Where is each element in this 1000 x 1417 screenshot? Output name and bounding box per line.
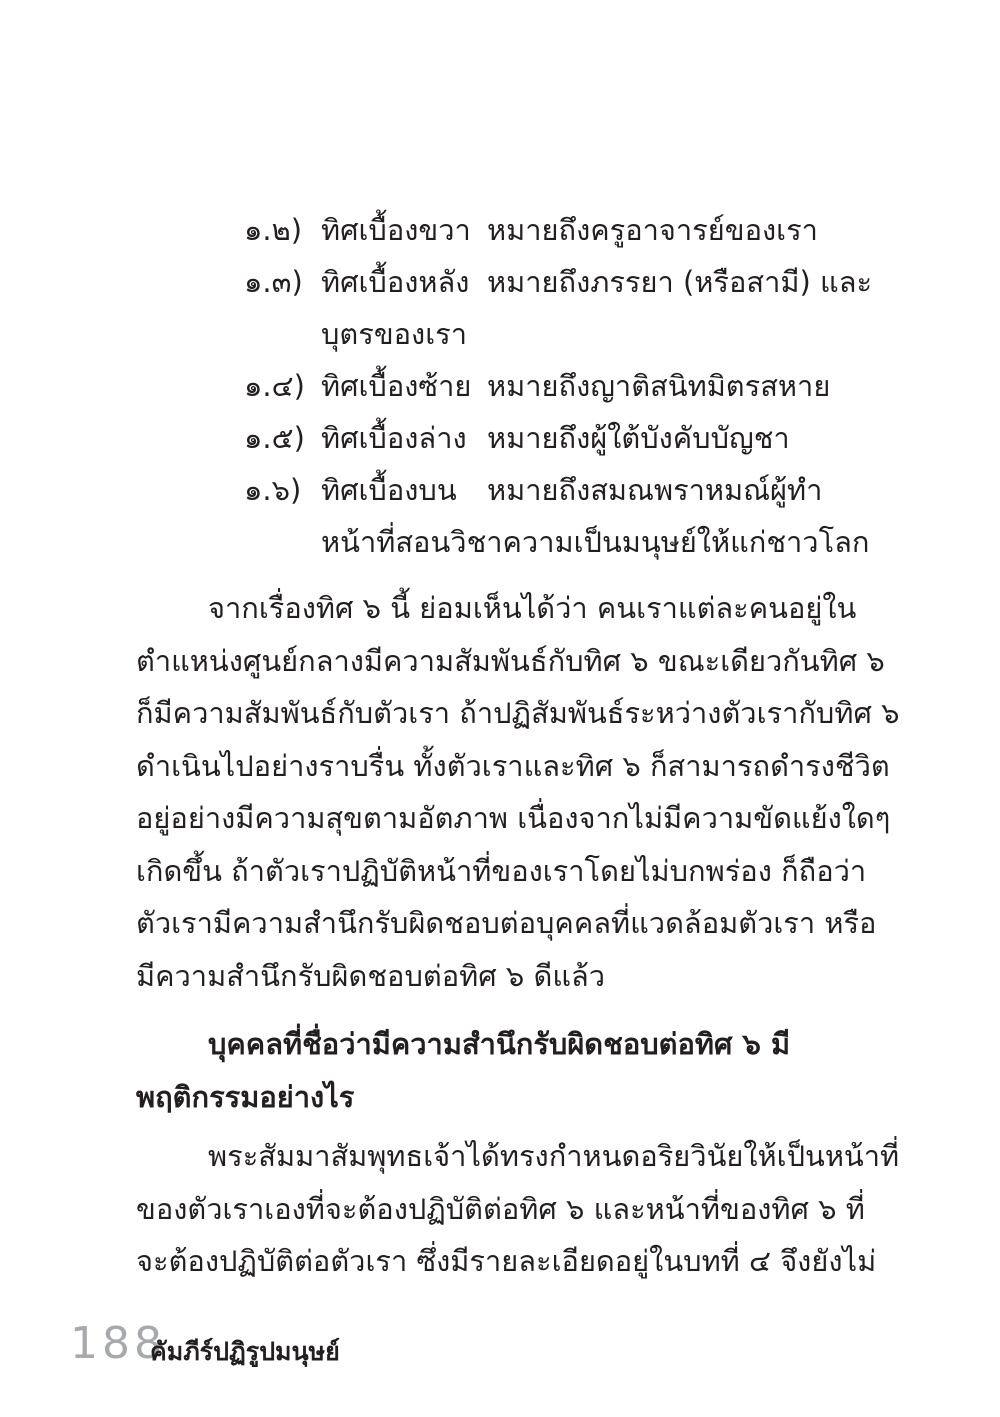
paragraph-line: มีความสำนึกรับผิดชอบต่อทิศ ๖ ดีแล้ว [136,958,606,993]
heading-line: พฤติกรรมอย่างไร [136,1079,355,1114]
paragraph-line: จะต้องปฏิบัติต่อตัวเรา ซึ่งมีรายละเอียดอยู่ในบทที่ ๔ จึงยังไม่ [136,1244,877,1278]
list-item-number: ๑.๒) [244,213,303,247]
list-item-number: ๑.๕) [244,421,305,455]
paragraph-line: เกิดขึ้น ถ้าตัวเราปฏิบัติหน้าที่ของเราโดยไม่บกพร่อง ก็ถือว่า [136,853,867,888]
list-item-definition: หมายถึงญาติสนิทมิตรสหาย [487,369,831,403]
book-title: คัมภีร์ปฏิรูปมนุษย์ [150,1337,340,1366]
list-item-term: ทิศเบื้องหลัง [321,265,470,299]
list-item-definition: หมายถึงครูอาจารย์ของเรา [487,213,818,247]
paragraph-line: จากเรื่องทิศ ๖ นี้ ย่อมเห็นได้ว่า คนเราแต่ละคนอยู่ใน [208,591,857,625]
paragraph-line: พระสัมมาสัมพุทธเจ้าได้ทรงกำหนดอริยวินัยให้เป็นหน้าที่ [208,1139,900,1173]
heading-line: บุคคลที่ชื่อว่ามีความสำนึกรับผิดชอบต่อทิศ ๖ มี [208,1027,791,1061]
direction-list [244,204,873,568]
paragraph-line: ตำแหน่งศูนย์กลางมีความสัมพันธ์กับทิศ ๖ ขณะเดียวกันทิศ ๖ [136,643,885,678]
section-heading [136,1018,836,1123]
list-item-term: ทิศเบื้องบน [321,473,457,507]
list-item-continuation: หน้าที่สอนวิชาความเป็นมนุษย์ให้แก่ชาวโลก [321,525,870,559]
page-number: 188 [70,1318,166,1369]
list-item-term: ทิศเบื้องขวา [321,213,471,247]
list-item-term: ทิศเบื้องล่าง [321,421,467,455]
paragraph-line: ตัวเรามีความสำนึกรับผิดชอบต่อบุคคลที่แวดล้อมตัวเรา หรือ [136,906,877,940]
list-item-number: ๑.๔) [244,369,305,403]
list-item [244,464,844,516]
list-item [244,360,844,412]
paragraph-line: ก็มีความสัมพันธ์กับตัวเรา ถ้าปฏิสัมพันธ์ระหว่างตัวเรากับทิศ ๖ [136,696,900,730]
list-item-number: ๑.๖) [244,473,302,507]
paragraph-line: ดำเนินไปอย่างราบรื่น ทั้งตัวเราและทิศ ๖ ก็สามารถดำรงชีวิต [136,748,890,783]
list-item-definition: หมายถึงสมณพราหมณ์ผู้ทำ [487,473,823,507]
paragraph-line: ของตัวเราเองที่จะต้องปฏิบัติต่อทิศ ๖ และหน้าที่ของทิศ ๖ ที่ [136,1191,865,1226]
list-item-term: ทิศเบื้องซ้าย [321,369,472,403]
paragraph-line: อยู่อย่างมีความสุขตามอัตภาพ เนื่องจากไม่มีความขัดแย้งใดๆ [136,801,891,835]
body-paragraph [136,582,900,1002]
list-item-number: ๑.๓) [244,265,303,299]
list-item-continuation: บุตรของเรา [321,317,467,351]
body-paragraph [136,1130,900,1288]
list-item [244,412,844,464]
list-item [244,256,873,308]
list-item-definition: หมายถึงภรรยา (หรือสามี) และ [487,265,873,299]
list-item-definition: หมายถึงผู้ใต้บังคับบัญชา [487,421,790,455]
list-item [244,204,844,256]
